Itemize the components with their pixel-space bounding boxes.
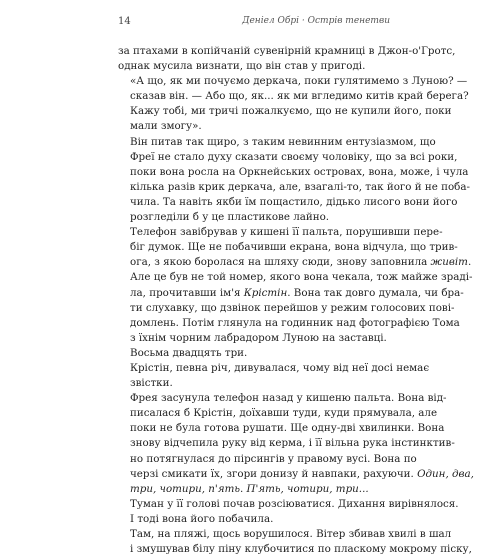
paragraph [118, 512, 390, 527]
page-header [118, 16, 390, 30]
paragraph [118, 135, 471, 226]
text-line: І тоді вона його побачила. [130, 512, 274, 525]
text-line: за птахами в копійчаній сувенірній крамниці в Джон-о'Гротс, [118, 45, 456, 57]
text-line: три, чотири, п'ять. П'ять, чотири, три... [130, 482, 369, 495]
text-line: ла, прочитавши ім'я Крістін. Вона так довго думала, чи бра- [130, 286, 464, 299]
text-line: кілька разів крик деркача, але, взагалі-то, так його й не поба- [130, 180, 471, 193]
text-line: звістки. [130, 377, 173, 390]
text-line: Він питав так щиро, з таким невинним ентузіазмом, що [130, 135, 436, 148]
text-line: мали змогу». [130, 120, 202, 133]
paragraph [118, 361, 430, 391]
running-head: Деніел Обрі · Острів тенетви [242, 16, 390, 26]
paragraph [118, 346, 390, 361]
text-line: сказав він. — Або що, як... як ми вгледимо китів край берега? [130, 90, 469, 103]
text-line: Кажу тобі, ми тричі пожалкуємо, що не купили його, поки [130, 105, 452, 118]
text-line: Восьма двадцять три. [130, 346, 248, 359]
text-line: Там, на пляжі, щось ворушилося. Вітер збивав хвилі в шал [130, 528, 452, 540]
body-text [118, 44, 474, 557]
text-line: Телефон завібрував у кишені її пальта, порушивши пере- [130, 226, 443, 239]
text-line: ога, з якою боролася на шляху сюди, знову заповнила живіт. [130, 256, 472, 269]
text-line: Фрея засунула телефон назад у кишеню пальта. Вона від- [130, 392, 447, 405]
text-line: «А що, як ми почуємо деркача, поки гулятимемо з Луною? — [130, 75, 468, 88]
text-line: домлень. Потім глянула на годинник над фотографією Тома [130, 316, 460, 329]
text-line: чила. Та навіть якби їм пощастило, дідько лисого вони його [130, 195, 458, 208]
text-line: ти слухавку, що дзвінок перейшов у режим голосових пові- [130, 301, 455, 314]
text-line: черзі смикати їх, згори донизу й навпаки, рахуючи. Один, два, [130, 467, 474, 480]
text-line: знову відчепила руку від керма, і її вільна рука інстинктив- [130, 437, 455, 450]
text-line: Але це був не той номер, якого вона чекала, тож майже зраді- [130, 271, 473, 284]
text-line: однак мусила визнати, що він став у пригоді. [118, 60, 366, 73]
text-line: Фреї не стало духу сказати своєму чоловіку, що за всі роки, [130, 150, 458, 163]
text-line: з їхнім чорним лабрадором Луною на заставці. [130, 331, 387, 344]
paragraph [118, 527, 472, 557]
text-line: писалася б Крістін, доїхавши туди, куди прямувала, але [130, 407, 438, 420]
text-line: і змушував білу піну клубочитися по пласкому мокрому піску, [130, 543, 472, 556]
text-line: біг думок. Ще не побачивши екрана, вона відчула, що трив- [130, 241, 458, 254]
paragraph [118, 497, 459, 512]
text-line: Крістін, певна річ, дивувалася, чому від неї досі немає [130, 361, 430, 374]
text-line: розгледіли б у це пластикове лайно. [130, 211, 330, 224]
paragraph [118, 74, 469, 134]
paragraph [118, 391, 474, 497]
page-number: 14 [118, 16, 131, 27]
text-line: но потягнулася до пірсингів у правому вусі. Вона по [130, 452, 417, 465]
paragraph [118, 44, 456, 74]
text-line: Туман у її голові почав розсіюватися. Дихання вирівнялося. [130, 497, 459, 510]
text-line: поки не була готова рушати. Ще одну-дві хвилинки. Вона [130, 422, 445, 435]
text-line: поки вона росла на Оркнейських островах, вона, може, і чула [130, 165, 469, 178]
paragraph [118, 225, 473, 346]
